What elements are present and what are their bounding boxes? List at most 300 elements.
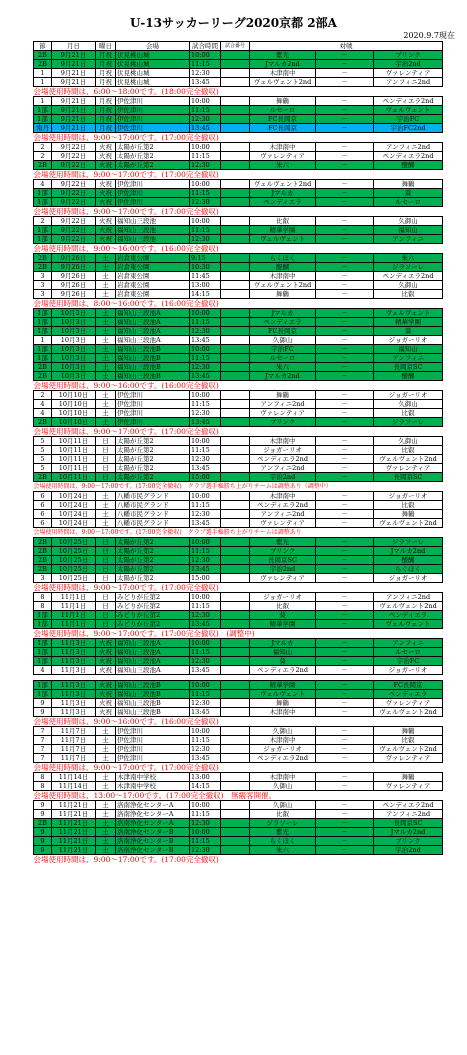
venue-note [34, 299, 443, 309]
division-cell: 9 [34, 846, 52, 855]
versus-dash-cell: － [316, 290, 374, 299]
match-number-cell [221, 455, 250, 464]
venue-note [34, 244, 443, 254]
match-row [34, 538, 443, 547]
weekday-cell: 火祝 [96, 143, 116, 152]
versus-dash-cell: － [316, 708, 374, 717]
match-number-cell [221, 446, 250, 455]
date-cell: 10月25日 [52, 565, 96, 574]
away-team-cell: アンフィニ [374, 354, 443, 363]
away-team-cell: ジラソーレ [374, 418, 443, 427]
date-cell: 10月3日 [52, 354, 96, 363]
date-cell: 10月10日 [52, 400, 96, 409]
weekday-cell: 火祝 [96, 657, 116, 666]
versus-dash-cell: － [316, 510, 374, 519]
match-number-cell [221, 699, 250, 708]
away-team-cell: ペンディエラ2nd [374, 152, 443, 161]
division-cell: 1部 [34, 639, 52, 648]
weekday-cell: 月祝 [96, 69, 116, 78]
date-cell: 11月21日 [52, 819, 96, 828]
away-team-cell: 長岡京SC [374, 363, 443, 372]
time-cell: 10:00 [190, 391, 221, 400]
match-row [34, 473, 443, 482]
venue-cell: 伏見桃山城 [116, 60, 190, 69]
division-cell: 7 [34, 727, 52, 736]
versus-dash-cell: － [316, 538, 374, 547]
match-number-cell [221, 290, 250, 299]
date-cell: 10月3日 [52, 336, 96, 345]
venue-cell: 太陽が丘第2 [116, 556, 190, 565]
weekday-cell: 日 [96, 602, 116, 611]
time-cell: 10:00 [190, 143, 221, 152]
home-team-cell: 舞鶴 [250, 391, 316, 400]
match-number-cell [221, 409, 250, 418]
versus-dash-cell: － [316, 782, 374, 791]
time-cell: 12:30 [190, 657, 221, 666]
venue-cell: みどりが丘第2 [116, 611, 190, 620]
away-team-cell: 宇治2nd [374, 60, 443, 69]
away-team-cell: ヴェルヴェント2nd [374, 602, 443, 611]
venue-note-text: 会場使用時間は、9:00～17:00です。(17:00完全撤収) クラブ選手権勝ち上がりチームは調整あり [33, 528, 302, 536]
versus-dash-cell: － [316, 272, 374, 281]
division-cell: 1 [34, 69, 52, 78]
away-team-cell: 久御山 [374, 437, 443, 446]
division-cell: 2 [34, 152, 52, 161]
venue-cell: 福知山三段池B [116, 681, 190, 690]
division-cell: 2 [34, 217, 52, 226]
match-row [34, 501, 443, 510]
division-cell: 3 [34, 281, 52, 290]
match-number-cell [221, 309, 250, 318]
venue-cell: 伏見桃山城 [116, 69, 190, 78]
versus-dash-cell: － [316, 681, 374, 690]
weekday-cell: 土 [96, 782, 116, 791]
venue-cell: 伊佐津川 [116, 409, 190, 418]
venue-note-text: 会場使用時間は、9:00～17:00です。(17:00完全撤収) (調整中) [33, 628, 255, 638]
division-cell: 2B [34, 161, 52, 170]
venue-cell: 伊佐津川 [116, 115, 190, 124]
venue-cell: 福知山三段池A [116, 327, 190, 336]
versus-dash-cell: － [316, 666, 374, 675]
division-cell: 6 [34, 501, 52, 510]
match-number-cell [221, 152, 250, 161]
match-number-cell [221, 819, 250, 828]
versus-dash-cell: － [316, 593, 374, 602]
weekday-cell: 土 [96, 327, 116, 336]
venue-note-text: 会場使用時間は、9:00～17:00です。(17:00完全撤収) [33, 206, 219, 216]
division-cell: 1部 [34, 309, 52, 318]
venue-cell: 洛南浄化センターB [116, 837, 190, 846]
match-row [34, 372, 443, 381]
match-number-cell [221, 620, 250, 629]
away-team-cell: Jマルカ2nd [374, 828, 443, 837]
division-cell: 1部 [34, 611, 52, 620]
weekday-cell: 土 [96, 519, 116, 528]
date-cell: 10月11日 [52, 446, 96, 455]
weekday-cell: 月祝 [96, 97, 116, 106]
venue-cell: みどりが丘第2 [116, 593, 190, 602]
division-cell: 7 [34, 736, 52, 745]
match-row [34, 846, 443, 855]
versus-dash-cell: － [316, 455, 374, 464]
time-cell: 11:15 [190, 547, 221, 556]
versus-dash-cell: － [316, 254, 374, 263]
time-cell: 11:15 [190, 736, 221, 745]
header-dow: 曜日 [96, 42, 116, 51]
weekday-cell: 火祝 [96, 639, 116, 648]
division-cell: 1部 [34, 648, 52, 657]
time-cell: 11:15 [190, 446, 221, 455]
match-row [34, 263, 443, 272]
match-number-cell [221, 124, 250, 133]
match-number-cell [221, 745, 250, 754]
away-team-cell: ルセーロ [374, 198, 443, 207]
weekday-cell: 土 [96, 254, 116, 263]
date-cell: 9月21日 [52, 97, 96, 106]
match-row [34, 666, 443, 675]
weekday-cell: 土 [96, 345, 116, 354]
away-team-cell: ジラソーレ [374, 263, 443, 272]
away-team-cell: ブリンク [374, 837, 443, 846]
match-number-cell [221, 327, 250, 336]
venue-cell: 洛南浄化センターA [116, 810, 190, 819]
division-cell: 1部 [34, 318, 52, 327]
match-row [34, 648, 443, 657]
division-cell: 1 [34, 97, 52, 106]
time-cell: 10:00 [190, 97, 221, 106]
venue-cell: 太陽が丘第2 [116, 152, 190, 161]
weekday-cell: 日 [96, 593, 116, 602]
match-number-cell [221, 782, 250, 791]
away-team-cell: ヴェルヴェント2nd [374, 745, 443, 754]
venue-cell: 福知山三段池B [116, 363, 190, 372]
away-team-cell: 醍醐 [374, 556, 443, 565]
away-team-cell: ヴァレンティア [374, 699, 443, 708]
versus-dash-cell: － [316, 189, 374, 198]
venue-cell: 伊佐津川 [116, 745, 190, 754]
venue-cell: 福知山三段池B [116, 699, 190, 708]
venue-cell: 福知山三段池B [116, 345, 190, 354]
match-number-cell [221, 281, 250, 290]
division-cell: 4 [34, 180, 52, 189]
away-team-cell: 長岡京SC [374, 819, 443, 828]
away-team-cell: アンフィニ [374, 235, 443, 244]
away-team-cell: ヴェルヴェント [374, 309, 443, 318]
division-cell: 5 [34, 455, 52, 464]
versus-dash-cell: － [316, 409, 374, 418]
weekday-cell: 火祝 [96, 648, 116, 657]
versus-dash-cell: － [316, 115, 374, 124]
match-number-cell [221, 345, 250, 354]
weekday-cell: 日 [96, 446, 116, 455]
versus-dash-cell: － [316, 345, 374, 354]
match-number-cell [221, 754, 250, 763]
weekday-cell: 土 [96, 272, 116, 281]
away-team-cell: 宇治FC [374, 115, 443, 124]
match-number-cell [221, 648, 250, 657]
weekday-cell: 火祝 [96, 189, 116, 198]
venue-cell: 伊佐津川 [116, 189, 190, 198]
away-team-cell: ジョガーリオ [374, 492, 443, 501]
venue-note [34, 855, 443, 865]
home-team-cell: ジラソーレ [250, 819, 316, 828]
home-team-cell: ペンディエラ2nd [250, 501, 316, 510]
venue-cell: 太陽が丘第2 [116, 446, 190, 455]
match-row [34, 602, 443, 611]
versus-dash-cell: － [316, 837, 374, 846]
match-number-cell [221, 437, 250, 446]
match-number-cell [221, 363, 250, 372]
away-team-cell: ヴァレンティア [374, 69, 443, 78]
home-team-cell: 朱六 [250, 161, 316, 170]
away-team-cell: 朱六 [374, 254, 443, 263]
date-cell: 10月3日 [52, 318, 96, 327]
venue-cell: 太陽が丘第2 [116, 455, 190, 464]
division-cell: 9 [34, 699, 52, 708]
away-team-cell: ペンディエラ [374, 611, 443, 620]
away-team-cell: ブリンク [374, 51, 443, 60]
away-team-cell: ペンディエラ [374, 690, 443, 699]
home-team-cell: 比叡 [250, 217, 316, 226]
weekday-cell: 土 [96, 391, 116, 400]
versus-dash-cell: － [316, 690, 374, 699]
weekday-cell: 土 [96, 290, 116, 299]
division-cell: 6 [34, 510, 52, 519]
date-cell: 9月21日 [52, 69, 96, 78]
versus-dash-cell: － [316, 648, 374, 657]
match-number-cell [221, 161, 250, 170]
time-cell: 10:00 [190, 593, 221, 602]
time-cell: 13:45 [190, 519, 221, 528]
division-cell: 1部 [34, 327, 52, 336]
match-row [34, 318, 443, 327]
weekday-cell: 土 [96, 828, 116, 837]
time-cell: 11:15 [190, 354, 221, 363]
match-row [34, 593, 443, 602]
versus-dash-cell: － [316, 51, 374, 60]
division-cell: 9 [34, 828, 52, 837]
home-team-cell: ペンディエラ [250, 318, 316, 327]
home-team-cell: Jマルカ [250, 309, 316, 318]
venue-note [34, 207, 443, 217]
weekday-cell: 土 [96, 363, 116, 372]
date-cell: 11月3日 [52, 708, 96, 717]
match-number-cell [221, 418, 250, 427]
time-cell: 13:45 [190, 620, 221, 629]
venue-cell: 太陽が丘第2 [116, 437, 190, 446]
match-row [34, 124, 443, 133]
weekday-cell: 土 [96, 745, 116, 754]
home-team-cell: 久御山 [250, 336, 316, 345]
date-cell: 11月21日 [52, 828, 96, 837]
time-cell: 12:30 [190, 745, 221, 754]
division-cell: 2B [34, 263, 52, 272]
match-row [34, 699, 443, 708]
versus-dash-cell: － [316, 263, 374, 272]
match-row [34, 235, 443, 244]
venue-cell: 福知山三段池A [116, 648, 190, 657]
header-match-no: 試合番号 [221, 42, 250, 51]
division-cell: 2B [34, 254, 52, 263]
away-team-cell: 醍醐 [374, 372, 443, 381]
home-team-cell: 朱六 [250, 846, 316, 855]
division-cell: 2B [34, 565, 52, 574]
division-cell: 6 [34, 519, 52, 528]
weekday-cell: 土 [96, 409, 116, 418]
weekday-cell: 土 [96, 501, 116, 510]
match-number-cell [221, 464, 250, 473]
date-cell: 9月26日 [52, 272, 96, 281]
versus-dash-cell: － [316, 745, 374, 754]
match-row [34, 446, 443, 455]
home-team-cell: 醍醐 [250, 263, 316, 272]
date-cell: 10月25日 [52, 574, 96, 583]
match-number-cell [221, 473, 250, 482]
date-cell: 9月21日 [52, 115, 96, 124]
away-team-cell: ヴァレンティア [374, 782, 443, 791]
away-team-cell: 舞鶴 [374, 727, 443, 736]
time-cell: 11:15 [190, 318, 221, 327]
date-cell: 10月3日 [52, 372, 96, 381]
venue-cell: 岩倉東公園 [116, 272, 190, 281]
header-div: 節 [34, 42, 52, 51]
time-cell: 10:00 [190, 437, 221, 446]
division-cell: 2B [34, 60, 52, 69]
venue-cell: 木津南中学校 [116, 773, 190, 782]
home-team-cell: ルセーロ [250, 354, 316, 363]
match-number-cell [221, 318, 250, 327]
away-team-cell: 舞鶴 [374, 773, 443, 782]
match-row [34, 409, 443, 418]
versus-dash-cell: － [316, 217, 374, 226]
time-cell: 9:15 [190, 254, 221, 263]
versus-dash-cell: － [316, 846, 374, 855]
time-cell: 11:15 [190, 501, 221, 510]
match-row [34, 418, 443, 427]
division-cell: 9 [34, 801, 52, 810]
home-team-cell: 木津南中 [250, 143, 316, 152]
versus-dash-cell: － [316, 754, 374, 763]
home-team-cell: Jマルカ2nd [250, 60, 316, 69]
date-cell: 11月7日 [52, 736, 96, 745]
match-number-cell [221, 60, 250, 69]
versus-dash-cell: － [316, 556, 374, 565]
match-number-cell [221, 254, 250, 263]
away-team-cell: ペンディエラ2nd [374, 272, 443, 281]
versus-dash-cell: － [316, 106, 374, 115]
match-row [34, 611, 443, 620]
match-row [34, 400, 443, 409]
home-team-cell: ヴァレンティア [250, 519, 316, 528]
home-team-cell: 舞鶴 [250, 290, 316, 299]
venue-note [34, 717, 443, 727]
time-cell: 11:15 [190, 152, 221, 161]
home-team-cell: アンフィニ2nd [250, 464, 316, 473]
time-cell: 13:45 [190, 336, 221, 345]
match-number-cell [221, 189, 250, 198]
away-team-cell: ジョガーリオ [374, 391, 443, 400]
date-cell: 10月24日 [52, 501, 96, 510]
division-cell: 1部 [34, 345, 52, 354]
away-team-cell: ジョガーリオ [374, 574, 443, 583]
home-team-cell: ヴェルヴェント [250, 235, 316, 244]
date-cell: 10月3日 [52, 327, 96, 336]
venue-cell: 福知山三段池 [116, 226, 190, 235]
weekday-cell: 日 [96, 473, 116, 482]
match-number-cell [221, 828, 250, 837]
versus-dash-cell: － [316, 446, 374, 455]
match-number-cell [221, 97, 250, 106]
time-cell: 10:30 [190, 263, 221, 272]
weekday-cell: 土 [96, 846, 116, 855]
away-team-cell: 精華学園 [374, 318, 443, 327]
division-cell: 2B [34, 363, 52, 372]
match-number-cell [221, 519, 250, 528]
division-cell: 3 [34, 272, 52, 281]
venue-cell: 福知山三段池B [116, 708, 190, 717]
division-cell: 2 [34, 143, 52, 152]
away-team-cell: 醍醐 [374, 161, 443, 170]
match-number-cell [221, 106, 250, 115]
division-cell: 1部 [34, 115, 52, 124]
match-row [34, 363, 443, 372]
date-cell: 9月21日 [52, 106, 96, 115]
venue-cell: 伊佐津川 [116, 198, 190, 207]
venue-cell: みどりが丘第2 [116, 620, 190, 629]
venue-cell: 伊佐津川 [116, 727, 190, 736]
weekday-cell: 日 [96, 538, 116, 547]
venue-cell: 福知山三段池B [116, 354, 190, 363]
date-cell: 9月22日 [52, 226, 96, 235]
time-cell: 10:00 [190, 828, 221, 837]
versus-dash-cell: － [316, 418, 374, 427]
home-team-cell: 宇治2nd [250, 565, 316, 574]
home-team-cell: 比叡 [250, 602, 316, 611]
division-cell: 2B [34, 556, 52, 565]
home-team-cell: ブリンク [250, 418, 316, 427]
home-team-cell: 宇治FC [250, 345, 316, 354]
away-team-cell: ヴェルヴェント2nd [374, 455, 443, 464]
away-team-cell: ジラソーレ [374, 538, 443, 547]
venue-note-text: 会場使用時間は、9:00～17:00です。(17:00完全撤収) [33, 582, 219, 592]
date-cell: 10月11日 [52, 473, 96, 482]
time-cell: 13:45 [190, 464, 221, 473]
weekday-cell: 日 [96, 547, 116, 556]
away-team-cell: ペンディエラ2nd [374, 97, 443, 106]
time-cell: 12:30 [190, 556, 221, 565]
weekday-cell: 月祝 [96, 60, 116, 69]
weekday-cell: 土 [96, 773, 116, 782]
time-cell: 11:15 [190, 226, 221, 235]
versus-dash-cell: － [316, 801, 374, 810]
time-cell: 10:00 [190, 180, 221, 189]
venue-cell: 八幡市民グランド [116, 519, 190, 528]
match-number-cell [221, 400, 250, 409]
match-row [34, 180, 443, 189]
match-number-cell [221, 773, 250, 782]
match-row [34, 281, 443, 290]
time-cell: 10:00 [190, 727, 221, 736]
match-row [34, 254, 443, 263]
match-row [34, 69, 443, 78]
time-cell: 10:00 [190, 492, 221, 501]
time-cell: 11:15 [190, 648, 221, 657]
match-row [34, 60, 443, 69]
match-number-cell [221, 217, 250, 226]
versus-dash-cell: － [316, 161, 374, 170]
venue-note-text: 会場使用時間は、9:00～17:00です。(17:00完全撤収) [33, 132, 219, 142]
weekday-cell: 火祝 [96, 161, 116, 170]
